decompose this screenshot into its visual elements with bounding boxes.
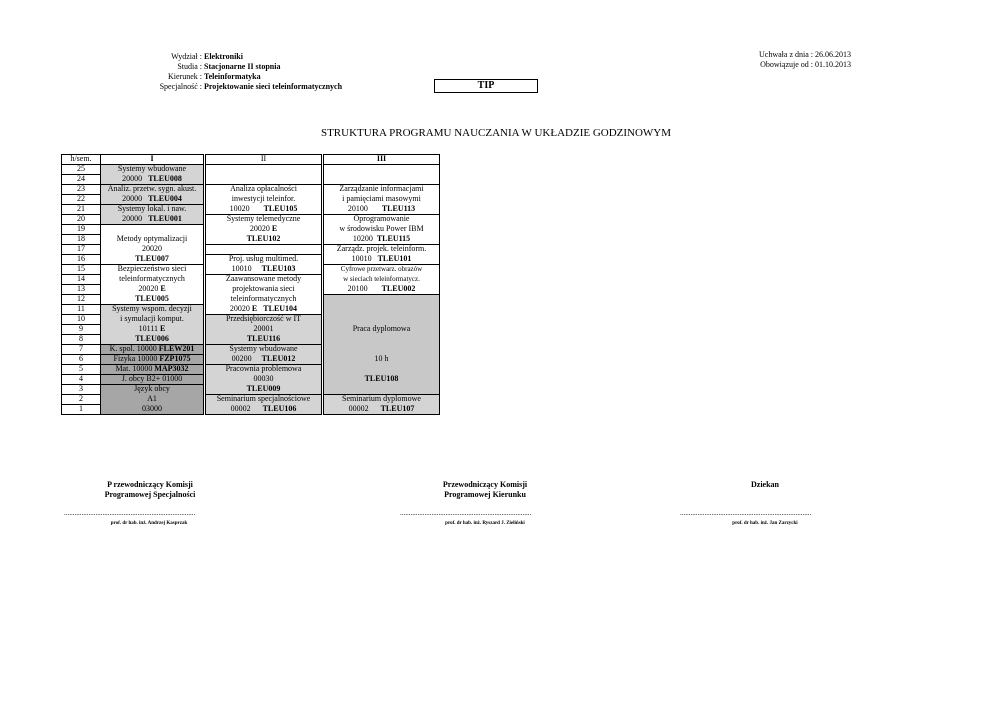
row-number: 16 — [62, 255, 101, 265]
curriculum-table — [61, 154, 440, 415]
course-cell: 00200 TLEU012 — [206, 355, 322, 365]
row-number: 3 — [62, 385, 101, 395]
course-cell: 20100 TLEU113 — [324, 205, 440, 215]
thesis-cell — [324, 385, 440, 395]
signature-title-dean: Dziekan — [751, 480, 779, 489]
course-cell: TLEU006 — [101, 335, 204, 345]
header-semester-2: II — [206, 155, 322, 165]
thesis-cell — [324, 305, 440, 315]
course-cell: w sieciach teleinformatycz. — [324, 275, 440, 285]
course-cell: 10010 TLEU103 — [206, 265, 322, 275]
course-cell: 10010 TLEU101 — [324, 255, 440, 265]
row-number: 12 — [62, 295, 101, 305]
thesis-cell — [324, 345, 440, 355]
course-cell: TLEU102 — [206, 235, 322, 245]
course-cell: Analiz. przetw. sygn. akust. — [101, 185, 204, 195]
course-cell: 20020 E TLEU104 — [206, 305, 322, 315]
course-cell: 20000 TLEU001 — [101, 215, 204, 225]
thesis-cell: TLEU108 — [324, 375, 440, 385]
row-number: 24 — [62, 175, 101, 185]
row-number: 19 — [62, 225, 101, 235]
course-cell: K. spol. 10000 FLEW201 — [101, 345, 204, 355]
course-cell: Analiza opłacalności — [206, 185, 322, 195]
row-number: 11 — [62, 305, 101, 315]
faculty-value: Elektroniki — [204, 52, 243, 61]
course-cell: w środowisku Power IBM — [324, 225, 440, 235]
row-number: 14 — [62, 275, 101, 285]
course-cell: Seminarium dyplomowe — [324, 395, 440, 405]
course-cell: Cyfrowe przetwarz. obrazów — [324, 265, 440, 275]
row-number: 7 — [62, 345, 101, 355]
thesis-cell — [324, 295, 440, 305]
course-cell: 00030 — [206, 375, 322, 385]
page-title: STRUKTURA PROGRAMU NAUCZANIA W UKŁADZIE GODZINOWYM — [320, 127, 672, 139]
course-cell: Oprogramowanie — [324, 215, 440, 225]
course-cell: Zaawansowane metody — [206, 275, 322, 285]
specialty-value: Projektowanie sieci teleinformatycznych — [204, 82, 343, 91]
row-number: 15 — [62, 265, 101, 275]
header-hours-semester: h/sem. — [62, 155, 101, 165]
course-cell: teleinformatycznych — [101, 275, 204, 285]
resolution-date-value: 26.06.2013 — [815, 50, 851, 59]
studies-label: Studia : — [177, 62, 202, 71]
thesis-cell — [324, 315, 440, 325]
empty-cell — [206, 165, 322, 175]
course-cell: inwestycji teleinfor. — [206, 195, 322, 205]
header-semester-1: I — [101, 155, 204, 165]
row-number: 9 — [62, 325, 101, 335]
course-cell: 10020 TLEU105 — [206, 205, 322, 215]
course-cell: 20020 — [101, 245, 204, 255]
course-cell: i symulacji komput. — [101, 315, 204, 325]
course-cell: TLEU116 — [206, 335, 322, 345]
course-cell: Systemy wspom. decyzji — [101, 305, 204, 315]
row-number: 23 — [62, 185, 101, 195]
valid-from-label: Obowiązuje od : — [760, 60, 813, 69]
course-cell: 20020 E — [101, 285, 204, 295]
field-label: Kierunek : — [168, 72, 202, 81]
signatory-name: prof. dr hab. inż. Ryszard J. Zieliński — [445, 521, 525, 526]
course-cell: Zarządz. projek. teleinform. — [324, 245, 440, 255]
course-cell: 20000 TLEU004 — [101, 195, 204, 205]
row-number: 25 — [62, 165, 101, 175]
course-cell: Mat. 10000 MAP3032 — [101, 365, 204, 375]
course-cell: A1 — [101, 395, 204, 405]
signature-title-field: Przewodniczący Komisji Programowej Kierunku — [442, 480, 528, 499]
course-cell: Systemy lokal. i naw. — [101, 205, 204, 215]
course-cell: Bezpieczeństwo sieci — [101, 265, 204, 275]
course-cell: J. obcy B2+ 01000 — [101, 375, 204, 385]
course-cell: i pamięciami masowymi — [324, 195, 440, 205]
course-cell: 10111 E — [101, 325, 204, 335]
signature-line: ........................................................................... — [400, 509, 532, 517]
course-cell: 20020 E — [206, 225, 322, 235]
header-study-info — [100, 52, 342, 92]
empty-cell — [324, 175, 440, 185]
field-value: Teleinformatyka — [204, 72, 261, 81]
thesis-cell — [324, 365, 440, 375]
course-cell: 00002 TLEU107 — [324, 405, 440, 415]
course-cell: 20000 TLEU008 — [101, 175, 204, 185]
course-cell: Zarządzanie informacjami — [324, 185, 440, 195]
signature-line: ........................................................................... — [64, 509, 196, 517]
course-cell: 20100 TLEU002 — [324, 285, 440, 295]
specialty-code-box: TIP — [434, 79, 538, 93]
thesis-cell: Praca dyplomowa — [324, 325, 440, 335]
course-cell: 00002 TLEU106 — [206, 405, 322, 415]
thesis-cell: 10 h — [324, 355, 440, 365]
row-number: 1 — [62, 405, 101, 415]
course-cell: teleinformatycznych — [206, 295, 322, 305]
signature-line: ........................................................................... — [680, 509, 812, 517]
course-cell: Przedsiębiorczość w IT — [206, 315, 322, 325]
course-cell: Metody optymalizacji — [101, 235, 204, 245]
course-cell: TLEU009 — [206, 385, 322, 395]
course-cell: 10200 TLEU115 — [324, 235, 440, 245]
course-cell: 20001 — [206, 325, 322, 335]
row-number: 21 — [62, 205, 101, 215]
course-cell: 03000 — [101, 405, 204, 415]
course-cell: Systemy telemedyczne — [206, 215, 322, 225]
empty-cell — [324, 165, 440, 175]
header-resolution-info — [700, 50, 851, 70]
signatory-name: prof. dr hab. inż. Jan Zarzycki — [732, 521, 798, 526]
row-number: 13 — [62, 285, 101, 295]
row-number: 4 — [62, 375, 101, 385]
row-number: 8 — [62, 335, 101, 345]
row-number: 20 — [62, 215, 101, 225]
header-semester-3: III — [324, 155, 440, 165]
course-cell: Proj. usług multimed. — [206, 255, 322, 265]
row-number: 18 — [62, 235, 101, 245]
thesis-cell — [324, 335, 440, 345]
course-cell: TLEU007 — [101, 255, 204, 265]
row-number: 22 — [62, 195, 101, 205]
course-cell: Systemy wbudowane — [206, 345, 322, 355]
empty-cell — [101, 225, 204, 235]
course-cell: Fizyka 10000 FZP1075 — [101, 355, 204, 365]
resolution-date-label: Uchwała z dnia : — [759, 50, 813, 59]
signature-title-specialty: P rzewodniczący Komisji Programowej Specjalności — [104, 480, 196, 499]
course-cell: Język obcy — [101, 385, 204, 395]
course-cell: Seminarium specjalnościowe — [206, 395, 322, 405]
row-number: 6 — [62, 355, 101, 365]
row-number: 17 — [62, 245, 101, 255]
course-cell: TLEU005 — [101, 295, 204, 305]
empty-cell — [206, 245, 322, 255]
course-cell: Pracownia problemowa — [206, 365, 322, 375]
row-number: 10 — [62, 315, 101, 325]
studies-value: Stacjonarne II stopnia — [204, 62, 281, 71]
empty-cell — [206, 175, 322, 185]
row-number: 2 — [62, 395, 101, 405]
specialty-label: Specjalność : — [159, 82, 202, 91]
signatory-name: prof. dr hab. inż. Andrzej Kasprzak — [110, 521, 188, 526]
course-cell: Systemy wbudowane — [101, 165, 204, 175]
course-cell: projektowania sieci — [206, 285, 322, 295]
valid-from-value: 01.10.2013 — [815, 60, 851, 69]
row-number: 5 — [62, 365, 101, 375]
faculty-label: Wydział : — [171, 52, 202, 61]
